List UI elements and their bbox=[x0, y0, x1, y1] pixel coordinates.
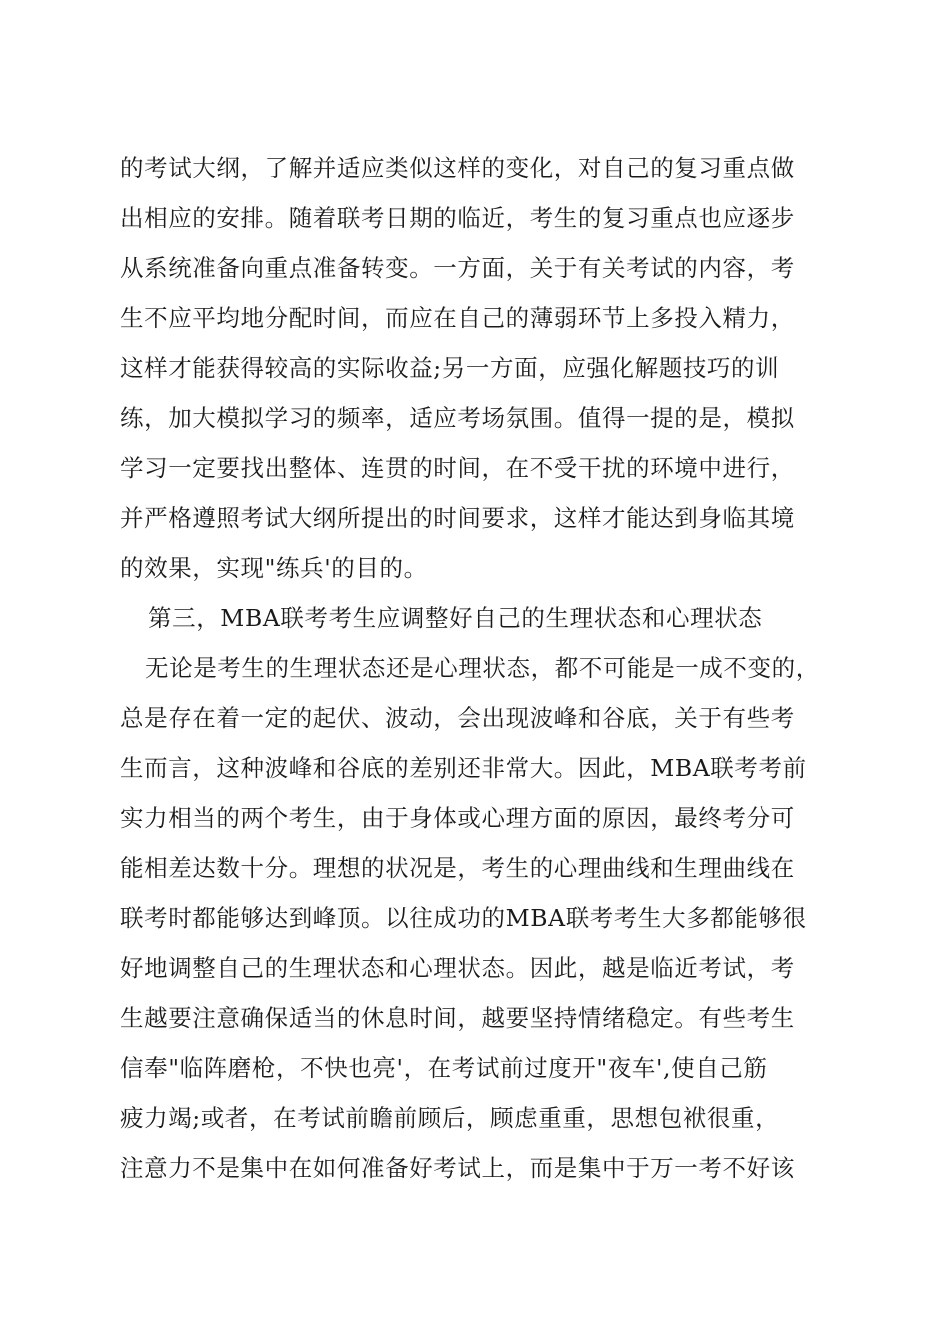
text-line: 生不应平均地分配时间，而应在自己的薄弱环节上多投入精力， bbox=[120, 304, 795, 332]
text-line: 学习一定要找出整体、连贯的时间，在不受干扰的环境中进行， bbox=[120, 454, 795, 482]
text-line: 练，加大模拟学习的频率，适应考场氛围。值得一提的是，模拟 bbox=[120, 404, 795, 432]
text-line: 并严格遵照考试大纲所提出的时间要求，这样才能达到身临其境 bbox=[120, 504, 795, 532]
text-line: 的考试大纲，了解并适应类似这样的变化，对自己的复习重点做 bbox=[120, 154, 795, 182]
text-line: 出相应的安排。随着联考日期的临近，考生的复习重点也应逐步 bbox=[120, 204, 795, 232]
text-line: 总是存在着一定的起伏、波动，会出现波峰和谷底，关于有些考 bbox=[120, 704, 795, 732]
text-line: 生越要注意确保适当的休息时间，越要坚持情绪稳定。有些考生 bbox=[120, 1004, 795, 1032]
text-line: 无论是考生的生理状态还是心理状态，都不可能是一成不变的， bbox=[145, 654, 820, 682]
text-line: 生而言，这种波峰和谷底的差别还非常大。因此，MBA联考考前 bbox=[120, 754, 807, 782]
section-heading: 第三，MBA联考考生应调整好自己的生理状态和心理状态 bbox=[148, 604, 763, 632]
text-line: 疲力竭;或者，在考试前瞻前顾后，顾虑重重，思想包袱很重， bbox=[120, 1104, 780, 1132]
text-line: 注意力不是集中在如何准备好考试上，而是集中于万一考不好该 bbox=[120, 1154, 795, 1182]
text-line: 这样才能获得较高的实际收益;另一方面，应强化解题技巧的训 bbox=[120, 354, 780, 382]
text-line: 实力相当的两个考生，由于身体或心理方面的原因，最终考分可 bbox=[120, 804, 795, 832]
text-line: 的效果，实现"练兵'的目的。 bbox=[120, 554, 428, 582]
text-line: 从系统准备向重点准备转变。一方面，关于有关考试的内容，考 bbox=[120, 254, 795, 282]
text-line: 信奉"临阵磨枪，不快也亮'，在考试前过度开"夜车',使自己筋 bbox=[120, 1054, 768, 1082]
text-line: 好地调整自己的生理状态和心理状态。因此，越是临近考试，考 bbox=[120, 954, 795, 982]
text-line: 能相差达数十分。理想的状况是，考生的心理曲线和生理曲线在 bbox=[120, 854, 795, 882]
text-line: 联考时都能够达到峰顶。以往成功的MBA联考考生大多都能够很 bbox=[120, 904, 807, 932]
